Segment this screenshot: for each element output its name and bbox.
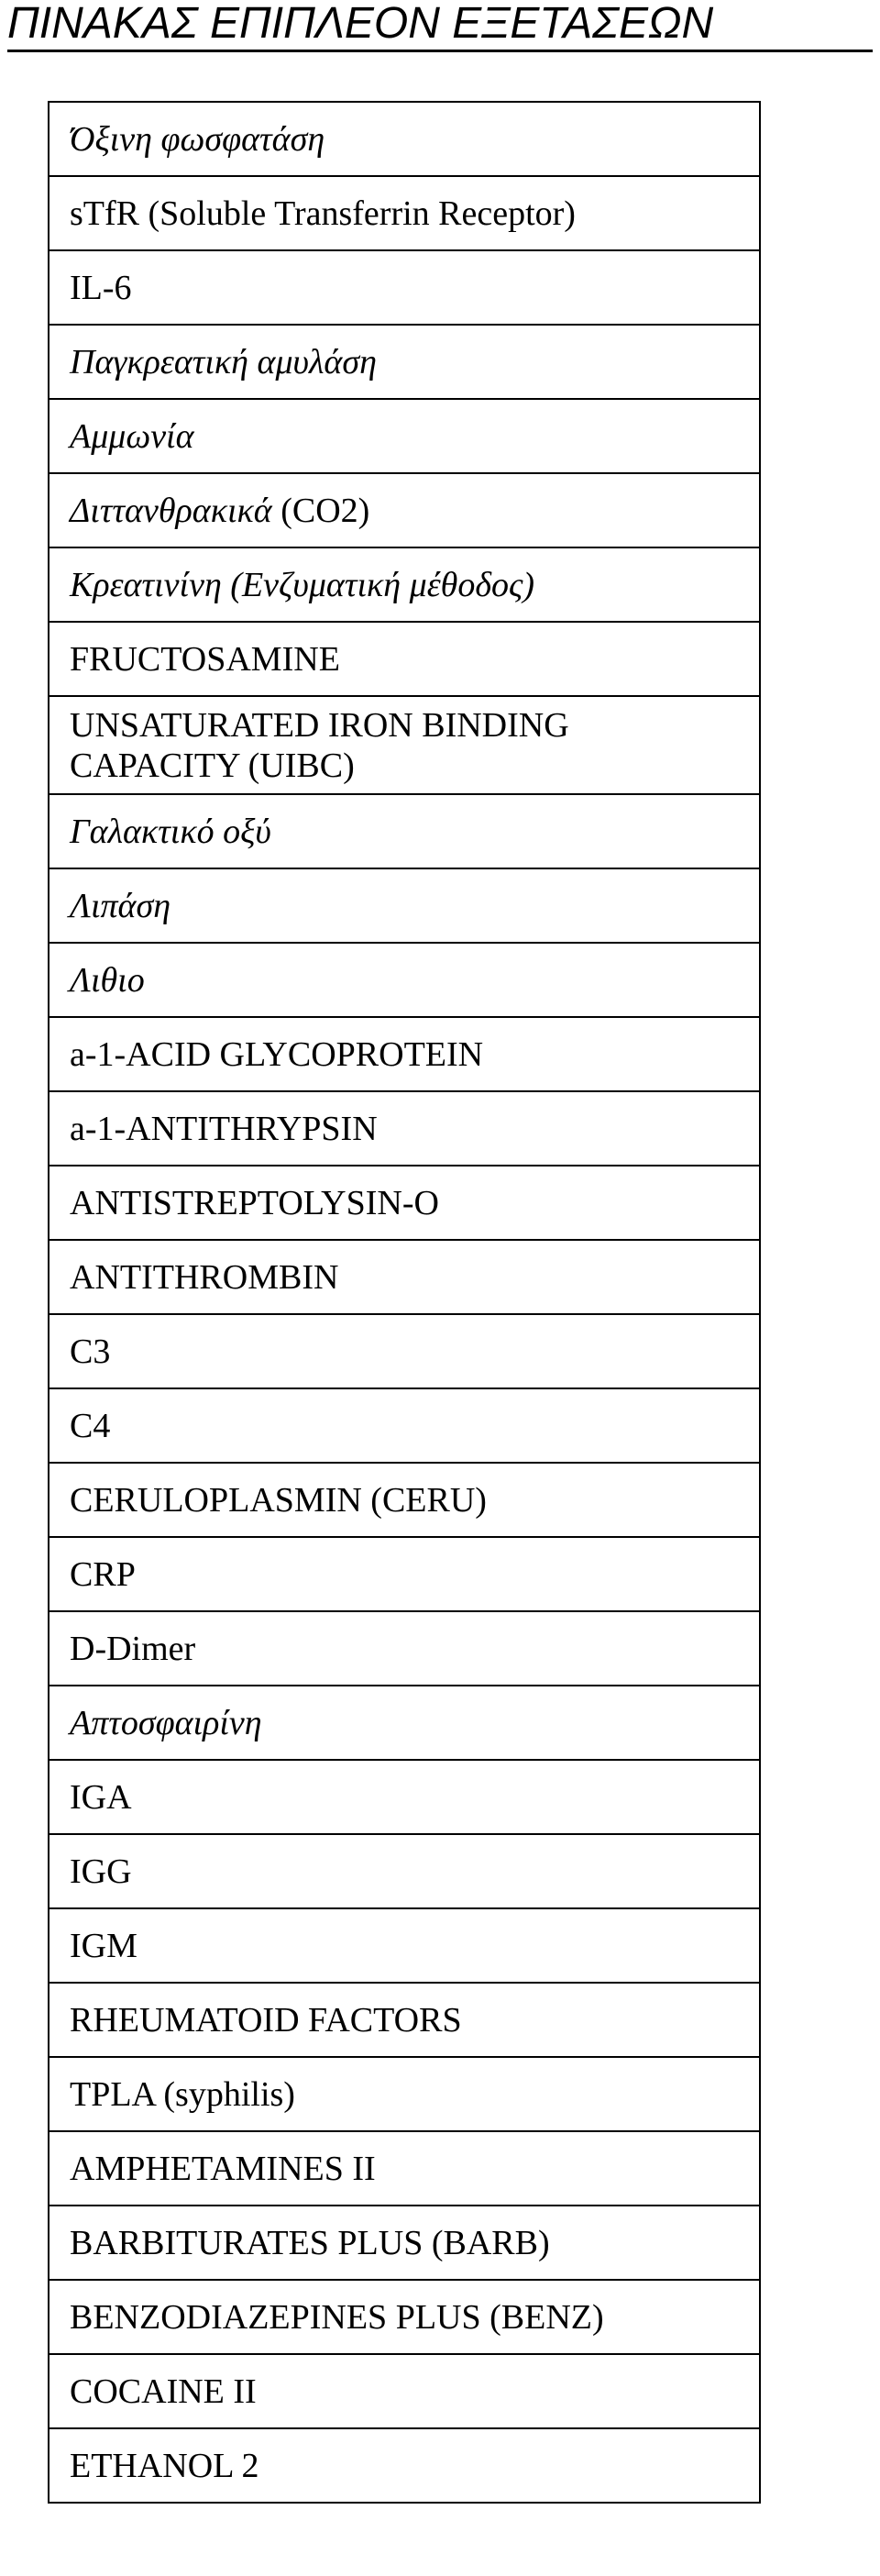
exam-antistreptolysin-o: ANTISTREPTOLYSIN-O	[49, 1166, 760, 1240]
exam-bicarbonate-greek: Διττανθρακικά	[70, 491, 272, 530]
exam-c4: C4	[49, 1388, 760, 1463]
exam-fructosamine: FRUCTOSAMINE	[49, 622, 760, 696]
title-underline	[7, 50, 873, 52]
table-row	[49, 176, 760, 250]
exam-creatinine-enzymatic: Κρεατινίνη (Ενζυματική μέθοδος)	[49, 547, 760, 622]
table-row	[49, 1091, 760, 1166]
exam-igg: IGG	[49, 1834, 760, 1908]
exam-lipase: Λιπάση	[49, 868, 760, 943]
table-row	[49, 473, 760, 547]
exam-igm: IGM	[49, 1908, 760, 1983]
exam-table	[48, 101, 761, 2504]
exam-amphetamines: AMPHETAMINES II	[49, 2131, 760, 2206]
table-row	[49, 2354, 760, 2428]
exam-uibc-line2: CAPACITY (UIBC)	[70, 746, 355, 785]
exam-acid-phosphatase: Όξινη φωσφατάση	[49, 102, 760, 176]
table-row	[49, 1166, 760, 1240]
table-row	[49, 250, 760, 325]
table-row	[49, 1611, 760, 1686]
exam-benzodiazepines: BENZODIAZEPINES PLUS (BENZ)	[49, 2280, 760, 2354]
table-row	[49, 2428, 760, 2503]
exam-haptoglobin: Απτοσφαιρίνη	[49, 1686, 760, 1760]
table-row	[49, 1314, 760, 1388]
exam-bicarbonate	[49, 473, 760, 547]
exam-lactic-acid: Γαλακτικό οξύ	[49, 794, 760, 868]
exam-barbiturates: BARBITURATES PLUS (BARB)	[49, 2206, 760, 2280]
table-row	[49, 1760, 760, 1834]
table-row	[49, 2131, 760, 2206]
table-row	[49, 794, 760, 868]
table-row	[49, 325, 760, 399]
table-row	[49, 102, 760, 176]
exam-a1-antithrypsin: a-1-ANTITHRYPSIN	[49, 1091, 760, 1166]
document-title: ΠΙΝΑΚΑΣ ΕΠΙΠΛΕΟΝ ΕΞΕΤΑΣΕΩΝ	[7, 0, 714, 48]
exam-ethanol: ETHANOL 2	[49, 2428, 760, 2503]
exam-il6: IL-6	[49, 250, 760, 325]
table-row	[49, 399, 760, 473]
table-row	[49, 1463, 760, 1537]
exam-iga: IGA	[49, 1760, 760, 1834]
table-row	[49, 1388, 760, 1463]
exam-cocaine: COCAINE II	[49, 2354, 760, 2428]
table-row	[49, 1686, 760, 1760]
table-row	[49, 622, 760, 696]
table-row	[49, 2057, 760, 2131]
table-row	[49, 868, 760, 943]
table-row	[49, 2280, 760, 2354]
table-row	[49, 943, 760, 1017]
table-row	[49, 2206, 760, 2280]
table-row	[49, 547, 760, 622]
exam-pancreatic-amylase: Παγκρεατική αμυλάση	[49, 325, 760, 399]
exam-crp: CRP	[49, 1537, 760, 1611]
table-row	[49, 1983, 760, 2057]
exam-ammonia: Αμμωνία	[49, 399, 760, 473]
table-row	[49, 696, 760, 794]
table-row	[49, 1240, 760, 1314]
exam-a1-acid-glycoprotein: a-1-ACID GLYCOPROTEIN	[49, 1017, 760, 1091]
exam-ceruloplasmin: CERULOPLASMIN (CERU)	[49, 1463, 760, 1537]
exam-lithium: Λιθιο	[49, 943, 760, 1017]
exam-antithrombin: ANTITHROMBIN	[49, 1240, 760, 1314]
table-row	[49, 1017, 760, 1091]
exam-bicarbonate-latin: (CO2)	[280, 491, 370, 530]
table-row	[49, 1537, 760, 1611]
exam-d-dimer: D-Dimer	[49, 1611, 760, 1686]
exam-c3: C3	[49, 1314, 760, 1388]
table-row	[49, 1908, 760, 1983]
exam-tpla: TPLA (syphilis)	[49, 2057, 760, 2131]
exam-uibc-line1: UNSATURATED IRON BINDING	[70, 705, 569, 745]
exam-stfr: sTfR (Soluble Transferrin Receptor)	[49, 176, 760, 250]
exam-rheumatoid-factors: RHEUMATOID FACTORS	[49, 1983, 760, 2057]
table-row	[49, 1834, 760, 1908]
exam-uibc	[49, 696, 760, 794]
